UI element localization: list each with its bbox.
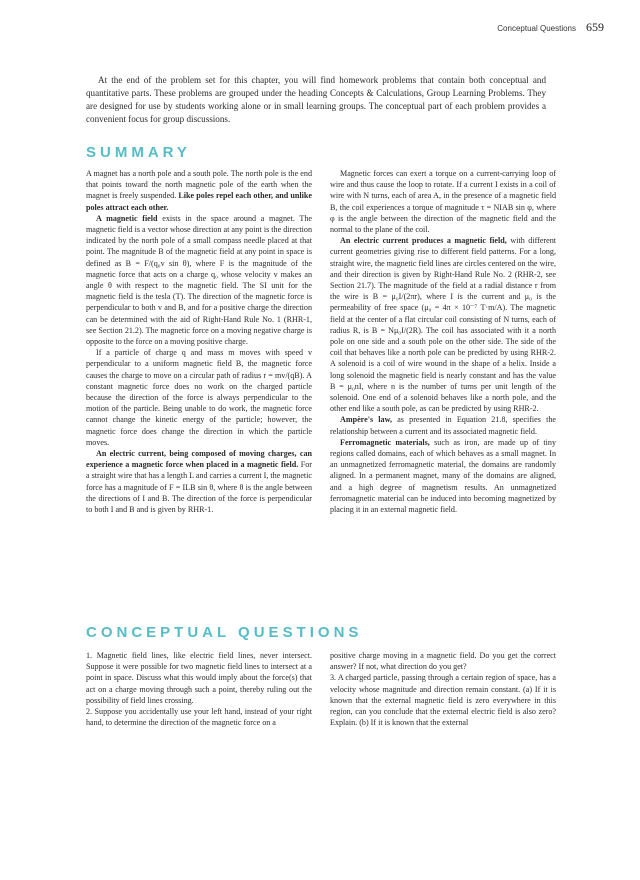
running-title: Conceptual Questions — [497, 24, 576, 33]
summary-paragraph: An electric current, being composed of moving charges, can experience a magnetic force when placed in a magnetic field. For a straight wire that has a length L and carries a current I, the magnetic force has a magnitude of F = ILB sin θ, where θ is the angle between the directions of I and B. The direction of the force is perpendicular to both I and B and is given by RHR-1. — [86, 449, 313, 515]
summary-paragraph: A magnet has a north pole and a south pole. The north pole is the end that points toward the north magnetic pole of the earth when the magnet is freely suspended. Like poles repel each other, and unlike poles attract each other. — [86, 169, 312, 212]
summary-paragraph: If a particle of charge q and mass m moves with speed v perpendicular to a uniform magnetic field B, the magnetic force causes the charge to move on a circular path of radius r = mv/(qB). A constant magnetic force does no work on the charged particle because the direction of the force is always perpendicular to the motion of the particle. Being unable to do work, the magnetic force cannot change the kinetic energy of the particle; however, the magnetic force does change the direction in which the particle moves. — [86, 348, 312, 447]
page-header — [497, 20, 604, 35]
question-item: 2. Suppose you accidentally use your left hand, instead of your right hand, to determine the direction of the magnetic force on a — [86, 707, 312, 728]
summary-paragraph: An electric current produces a magnetic field, with different current geometries giving rise to different field patterns. For a long, straight wire, the magnetic field lines are circles centered on the wire, and their direction is given by Right-Hand Rule No. 2 (RHR-2, see Section 21.7). The magnitude of the field at a radial distance r from the wire is B = μ₀I/(2πr), where I is the current and μ₀ is the permeability of free space (μ₀ = 4π × 10⁻⁷ T·m/A). The magnetic field at the center of a flat circular coil consisting of N turns, each of radius R, is B = Nμ₀I/(2R). The coil has associated with it a north pole on one side and a south pole on the other side. The side of the coil that behaves like a north pole can be predicted by using RHR-2. A solenoid is a coil of wire wound in the shape of a helix. Inside a long solenoid the magnetic field is nearly constant and has the value B = μ₀nI, where n is the number of turns per unit length of the solenoid. One end of a solenoid behaves like a north pole, and the other end like a south pole, as can be predicted by using RHR-2. — [330, 236, 557, 414]
summary-paragraph: Ferromagnetic materials, such as iron, are made up of tiny regions called domains, each of which behaves as a small magnet. In an unmagnetized ferromagnetic material, the domains are randomly aligned. In a permanent magnet, many of the domains are aligned, and a high degree of magnetism results. An unmagnetized ferromagnetic material can be induced into becoming magnetized by placing it in an external magnetic field. — [330, 437, 556, 515]
conceptual-questions-heading: CONCEPTUAL QUESTIONS — [86, 624, 363, 641]
summary-paragraph: A magnetic field exists in the space around a magnet. The magnetic field is a vector whose direction at any point is the direction indicated by the north pole of a small compass needle placed at that point. The magnitude B of the magnetic field at any point in space is defined as B = F/(q₀v sin θ), where F is the magnitude of the magnetic force that acts on a charge q₀ whose velocity v makes an angle θ with respect to the magnetic field. The SI unit for the magnetic field is the tesla (T). The direction of the magnetic force is perpendicular to both v and B, and for a positive charge the direction can be determined with the aid of Right-Hand Rule No. 1 (RHR-1, see Section 21.2). The magnetic force on a moving negative charge is opposite to the force on a moving positive charge. — [86, 213, 313, 347]
questions-right-column — [330, 650, 556, 728]
summary-paragraph: Ampère's law, as presented in Equation 21.8, specifies the relationship between a current and its associated magnetic field. — [330, 415, 556, 436]
question-item: 3. A charged particle, passing through a certain region of space, has a velocity whose magnitude and direction remain constant. (a) If it is known that the external magnetic field is zero everywhere in this region, can you conclude that the external electric field is also zero? Explain. (b) If it is known that the external — [330, 673, 556, 728]
summary-paragraph: Magnetic forces can exert a torque on a current-carrying loop of wire and thus cause the loop to rotate. If a current I exists in a coil of wire with N turns, each of area A, in the presence of a magnetic field B, the coil experiences a torque of magnitude τ = NIAB sin φ, where φ is the angle between the direction of the magnetic field and the normal to the plane of the coil. — [330, 169, 556, 235]
questions-left-column — [86, 650, 312, 728]
page-number: 659 — [586, 20, 604, 34]
summary-heading: SUMMARY — [86, 144, 191, 161]
summary-right-column — [330, 168, 556, 515]
question-item: positive charge moving in a magnetic field. Do you get the correct answer? If not, what direction do you get? — [330, 651, 556, 672]
intro-text: At the end of the problem set for this chapter, you will find homework problems that contain both conceptual and quantitative parts. These problems are grouped under the heading Concepts & Calculations, Group Learning Problems. They are designed for use by students working alone or in small learning groups. The conceptual part of each problem provides a convenient focus for group discussions. — [86, 75, 546, 124]
summary-left-column — [86, 168, 312, 515]
question-item: 1. Magnetic field lines, like electric field lines, never intersect. Suppose it were possible for two magnetic field lines to intersect at a point in space. Discuss what this would imply about the force(s) that act on a charge moving through such a point, thereby ruling out the possibility of field lines crossing. — [86, 651, 312, 705]
intro-paragraph — [86, 74, 546, 126]
